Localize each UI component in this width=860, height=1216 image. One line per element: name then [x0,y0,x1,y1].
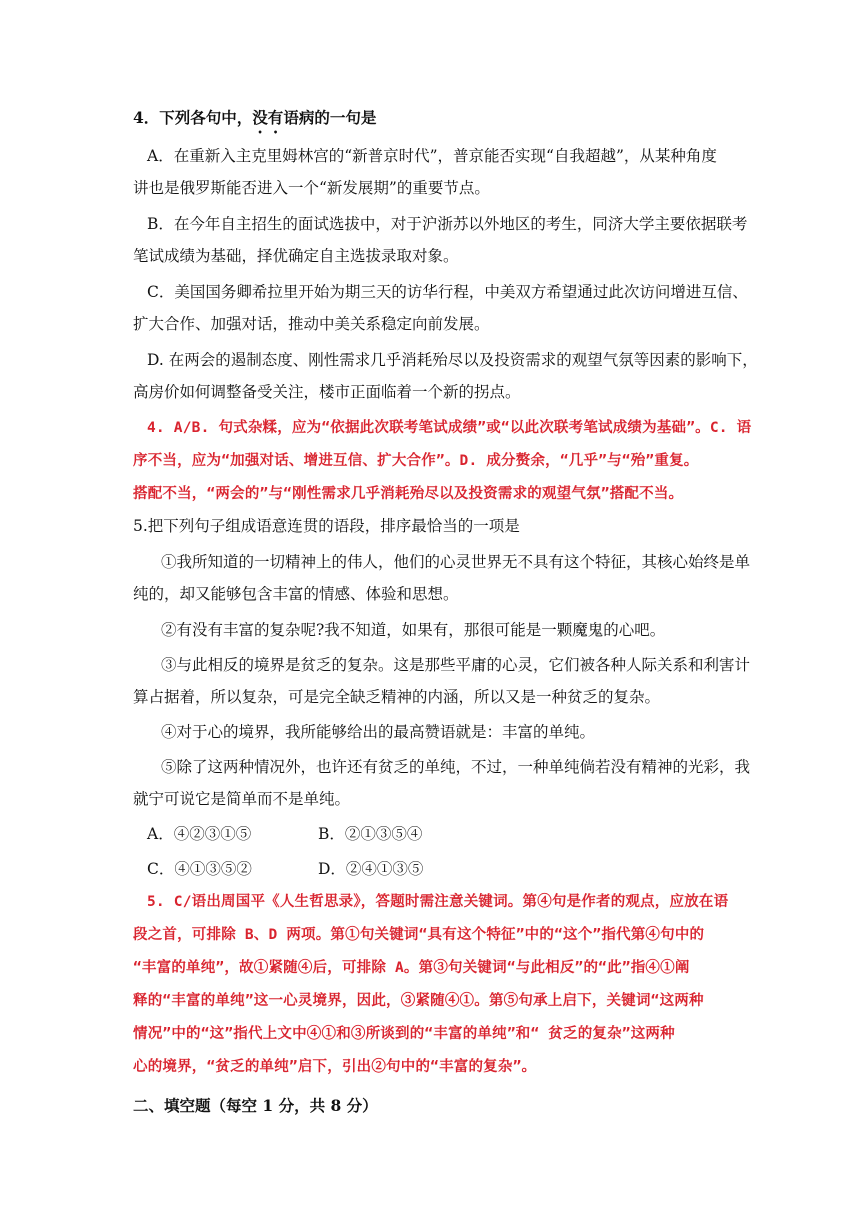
q5-sentence-2: ②有没有丰富的复杂呢?我不知道，如果有，那很可能是一颗魔鬼的心吧。 [161,621,666,639]
q4-answer-line3: 搭配不当，“两会的”与“刚性需求几乎消耗殆尽以及投资需求的观望气氛”搭配不当。 [133,486,684,502]
q5-option-d: D．②④①③⑤ [318,860,424,878]
q5-sentence-3-line2: 算占据着，所以复杂，可是完全缺乏精神的内涵，所以又是一种贫乏的复杂。 [133,688,661,706]
q5-sentence-5-line1: ⑤除了这两种情况外，也许还有贫乏的单纯，不过，一种单纯倘若没有精神的光彩，我 [161,758,751,776]
q4-stem-suffix: 语病的一句是 [283,108,377,127]
q4-stem-prefix: 4．下列各句中， [133,108,253,127]
q5-option-b: B．②①③⑤④ [318,825,423,843]
q5-sentence-1-line1: ①我所知道的一切精神上的伟人，他们的心灵世界无不具有这个特征，其核心始终是单 [161,553,751,571]
q5-sentence-3-line1: ③与此相反的境界是贫乏的复杂。这是那些平庸的心灵，它们被各种人际关系和利害计 [161,656,751,674]
q5-answer-line1: 5. C/语出周国平《人生哲思录》，答题时需注意关键词。第④句是作者的观点，应放在语 [147,894,729,910]
q4-option-a-line1: A．在重新入主克里姆林宫的“新普京时代”，普京能否实现“自我超越”，从某种角度 [147,147,717,165]
section-2-title: 二、填空题（每空 1 分，共 8 分） [133,1096,378,1115]
q5-answer-line2: 段之首，可排除 B、D 两项。第①句关键词“具有这个特征”中的“这个”指代第④句中的 [133,927,705,943]
q5-option-c: C．④①③⑤② [147,860,252,878]
q4-option-c-line2: 扩大合作、加强对话，推动中美关系稳定向前发展。 [133,315,490,333]
q4-option-d-line1: D. 在两会的遏制态度、刚性需求几乎消耗殆尽以及投资需求的观望气氛等因素的影响下， [147,351,758,369]
q4-stem [133,108,376,137]
q4-stem-emphasis: 没有 [252,108,284,127]
q4-option-b-line2: 笔试成绩为基础，择优确定自主选拔录取对象。 [133,247,459,265]
q4-option-a-line2: 讲也是俄罗斯能否进入一个“新发展期”的重要节点。 [133,179,490,197]
q5-sentence-5-line2: 就宁可说它是简单而不是单纯。 [133,790,351,808]
q4-option-b-line1: B．在今年自主招生的面试选拔中，对于沪浙苏以外地区的考生，同济大学主要依据联考 [147,215,748,233]
q5-sentence-1-line2: 纯的，却又能够包含丰富的情感、体验和思想。 [133,585,459,603]
q5-answer-line5: 情况”中的“这”指代上文中④①和③所谈到的“丰富的单纯”和“ 贫乏的复杂”这两种 [133,1026,675,1042]
q4-option-c-line1: C．美国国务卿希拉里开始为期三天的访华行程，中美双方希望通过此次访问增进互信、 [147,283,748,301]
q5-stem: 5.把下列句子组成语意连贯的语段，排序最恰当的一项是 [133,517,520,535]
q4-answer-line2: 序不当，应为“加强对话、增进互信、扩大合作”。D. 成分赘余，“几乎”与“殆”重复。 [133,453,699,469]
q4-option-d-line2: 高房价如何调整备受关注，楼市正面临着一个新的拐点。 [133,383,521,401]
q5-sentence-4: ④对于心的境界，我所能够给出的最高赞语就是：丰富的单纯。 [161,723,596,741]
q4-answer-line1: 4. A/B. 句式杂糅，应为“依据此次联考笔试成绩”或“以此次联考笔试成绩为基础”。C. 语 [147,420,752,436]
q5-answer-line3: “丰富的单纯”，故①紧随④后，可排除 A。第③句关键词“与此相反”的“此”指④①阐 [133,960,690,976]
q5-option-a: A．④②③①⑤ [147,825,252,843]
q5-answer-line4: 释的“丰富的单纯”这一心灵境界，因此，③紧随④①。第⑤句承上启下，关键词“这两种 [133,993,704,1009]
q5-answer-line6: 心的境界，“贫乏的单纯”启下，引出②句中的“丰富的复杂”。 [133,1059,537,1075]
